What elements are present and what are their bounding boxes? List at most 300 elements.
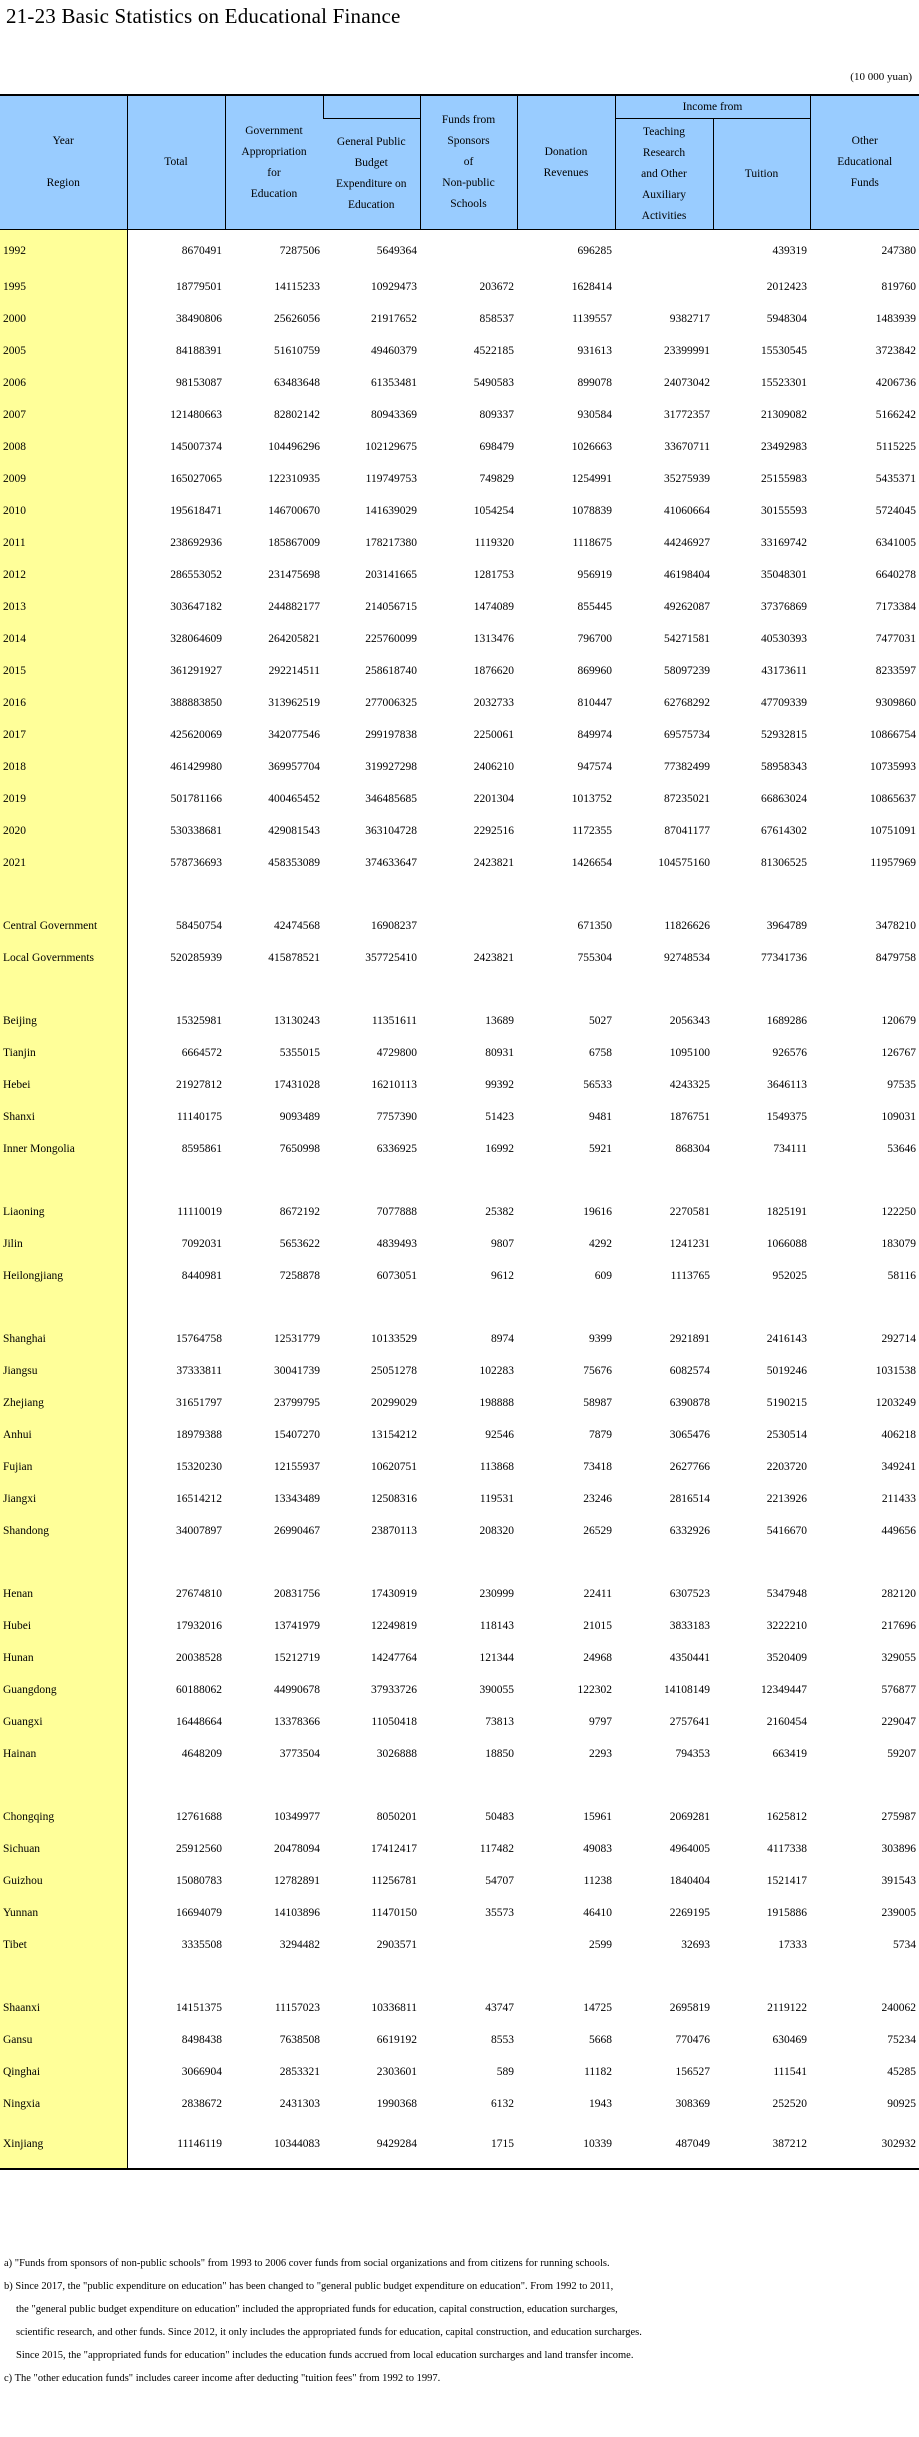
table-cell: 59207 <box>887 1748 916 1760</box>
table-cell: 11140175 <box>176 1111 222 1123</box>
table-cell: 63483648 <box>274 377 320 389</box>
table-cell: 3478210 <box>875 920 916 932</box>
table-cell: 8498438 <box>181 2034 222 2046</box>
row-label: Qinghai <box>0 2056 127 2088</box>
row-label: Shandong <box>0 1515 127 1547</box>
table-cell: 1625812 <box>766 1811 807 1823</box>
table-cell: 734111 <box>773 1143 807 1155</box>
table-cell: 425620069 <box>170 729 222 741</box>
table-cell: 2056343 <box>669 1015 710 1027</box>
table-cell: 12782891 <box>274 1875 320 1887</box>
row-label: 2015 <box>0 655 127 687</box>
table-cell: 17412417 <box>371 1843 417 1855</box>
table-row <box>0 783 919 815</box>
table-cell: 9807 <box>491 1238 514 1250</box>
table-cell: 6341005 <box>875 537 916 549</box>
table-cell: 956919 <box>577 569 612 581</box>
table-cell: 165027065 <box>170 473 222 485</box>
table-row <box>0 1451 919 1483</box>
table-cell: 203672 <box>479 281 514 293</box>
row-label: Shanxi <box>0 1101 127 1133</box>
table-cell: 5019246 <box>766 1365 807 1377</box>
row-label: Local Governments <box>0 942 127 974</box>
table-cell: 9612 <box>491 1270 514 1282</box>
table-row <box>0 399 919 431</box>
row-label: 2017 <box>0 719 127 751</box>
table-cell: 609 <box>594 1270 612 1282</box>
table-row <box>0 230 919 272</box>
header-gov-appropriation <box>225 95 323 230</box>
table-cell: 630469 <box>772 2034 807 2046</box>
table-cell: 11050418 <box>371 1716 417 1728</box>
table-cell: 10751091 <box>870 825 916 837</box>
table-cell: 122310935 <box>268 473 320 485</box>
table-cell: 6758 <box>589 1047 612 1059</box>
table-cell: 16448664 <box>176 1716 222 1728</box>
table-cell: 2270581 <box>669 1206 710 1218</box>
table-cell: 1689286 <box>766 1015 807 1027</box>
row-label: 2009 <box>0 463 127 495</box>
table-cell: 16514212 <box>176 1493 222 1505</box>
table-cell: 109031 <box>881 1111 916 1123</box>
table-cell: 240062 <box>881 2002 916 2014</box>
table-cell: 349241 <box>881 1461 916 1473</box>
table-cell: 217696 <box>881 1620 916 1632</box>
table-cell: 11110019 <box>177 1206 222 1218</box>
table-cell: 111541 <box>773 2066 807 2078</box>
row-label: Hebei <box>0 1069 127 1101</box>
table-cell: 461429980 <box>170 761 222 773</box>
table-cell: 275987 <box>881 1811 916 1823</box>
table-cell: 73418 <box>583 1461 612 1473</box>
table-cell: 25155983 <box>761 473 807 485</box>
table-cell: 899078 <box>577 377 612 389</box>
table-cell: 796700 <box>577 633 612 645</box>
header-line: Expenditure on <box>335 178 407 190</box>
table-cell: 12508316 <box>371 1493 417 1505</box>
table-cell: 15764758 <box>176 1333 222 1345</box>
header-gpb-expenditure <box>323 119 420 230</box>
table-row <box>0 1037 919 1069</box>
table-cell: 38490806 <box>176 313 222 325</box>
table-cell: 264205821 <box>268 633 320 645</box>
table-cell: 14247764 <box>371 1652 417 1664</box>
table-cell: 1013752 <box>571 793 612 805</box>
table-cell: 19616 <box>583 1206 612 1218</box>
table-cell: 13378366 <box>274 1716 320 1728</box>
table-cell: 24968 <box>583 1652 612 1664</box>
table-cell: 1943 <box>589 2098 612 2110</box>
table-cell: 9481 <box>589 1111 612 1123</box>
header-line: Auxiliary <box>641 188 687 201</box>
row-label: Tianjin <box>0 1037 127 1069</box>
table-cell: 11470150 <box>371 1907 417 1919</box>
table-cell: 122302 <box>577 1684 612 1696</box>
table-cell: 47709339 <box>761 697 807 709</box>
table-cell: 178217380 <box>365 537 417 549</box>
table-cell: 21917652 <box>371 313 417 325</box>
table-cell: 328064609 <box>170 633 222 645</box>
table-cell: 258618740 <box>365 665 417 677</box>
table-cell: 42474568 <box>274 920 320 932</box>
table-cell: 3066904 <box>181 2066 222 2078</box>
row-label: 2012 <box>0 559 127 591</box>
table-cell: 49262087 <box>664 601 710 613</box>
row-label: Beijing <box>0 1005 127 1037</box>
table-cell <box>420 910 517 942</box>
row-label: 2019 <box>0 783 127 815</box>
table-cell: 2816514 <box>669 1493 710 1505</box>
table-cell: 1628414 <box>571 281 612 293</box>
table-cell: 7638508 <box>279 2034 320 2046</box>
row-label: Hainan <box>0 1738 127 1770</box>
table-cell: 5435371 <box>875 473 916 485</box>
table-cell: 5355015 <box>279 1047 320 1059</box>
row-label: Gansu <box>0 2024 127 2056</box>
table-cell: 3833183 <box>669 1620 710 1632</box>
table-cell: 2203720 <box>766 1461 807 1473</box>
table-cell: 346485685 <box>365 793 417 805</box>
table-cell: 5190215 <box>766 1397 807 1409</box>
table-cell: 9399 <box>589 1333 612 1345</box>
table-cell: 15530545 <box>761 345 807 357</box>
table-row <box>0 335 919 367</box>
table-cell: 2269195 <box>669 1907 710 1919</box>
table-cell: 27674810 <box>176 1588 222 1600</box>
row-label: Ningxia <box>0 2088 127 2120</box>
footnote: b) Since 2017, the "public expenditure on education" has been changed to "general public budget expenditure on education". From 1992 to 2011, <box>4 2281 614 2292</box>
table-cell: 81306525 <box>761 857 807 869</box>
table-cell: 11826626 <box>664 920 710 932</box>
table-cell: 104496296 <box>268 441 320 453</box>
table-cell: 54707 <box>485 1875 514 1887</box>
table-cell: 1990368 <box>376 2098 417 2110</box>
table-cell: 286553052 <box>170 569 222 581</box>
table-cell: 1119320 <box>474 537 514 549</box>
table-cell: 9429284 <box>323 2120 420 2169</box>
table-cell: 104575160 <box>658 857 710 869</box>
table-cell: 15320230 <box>176 1461 222 1473</box>
table-cell: 849974 <box>577 729 612 741</box>
table-cell: 229047 <box>881 1716 916 1728</box>
table-cell: 5668 <box>589 2034 612 2046</box>
table-cell: 1113765 <box>670 1270 710 1282</box>
table-cell: 1474089 <box>473 601 514 613</box>
header-line: and Other <box>641 167 687 180</box>
table-cell: 247380 <box>881 244 916 257</box>
table-cell: 2119122 <box>767 2002 807 2014</box>
table-cell: 2032733 <box>473 697 514 709</box>
table-row <box>0 1610 919 1642</box>
table-cell: 6082574 <box>669 1365 710 1377</box>
table-cell: 1139557 <box>572 313 612 325</box>
table-row <box>0 1642 919 1674</box>
table-cell: 342077546 <box>268 729 320 741</box>
row-label: Chongqing <box>0 1801 127 1833</box>
table-cell: 302932 <box>810 2120 919 2169</box>
table-cell: 17430919 <box>371 1588 417 1600</box>
table-cell: 15407270 <box>274 1429 320 1441</box>
table-cell: 3964789 <box>766 920 807 932</box>
table-cell: 363104728 <box>365 825 417 837</box>
table-cell: 5653622 <box>279 1238 320 1250</box>
row-label: 2021 <box>0 847 127 879</box>
table-row <box>0 2120 919 2169</box>
table-row <box>0 655 919 687</box>
table-cell: 2213926 <box>766 1493 807 1505</box>
table-cell: 54271581 <box>664 633 710 645</box>
table-cell: 14151375 <box>176 2002 222 2014</box>
table-cell: 80943369 <box>371 409 417 421</box>
table-row <box>0 1738 919 1770</box>
table-cell: 8050201 <box>376 1811 417 1823</box>
table-cell: 15212719 <box>274 1652 320 1664</box>
table-row <box>0 495 919 527</box>
table-cell: 5921 <box>589 1143 612 1155</box>
table-cell: 282120 <box>881 1588 916 1600</box>
table-cell: 1172355 <box>572 825 612 837</box>
table-cell: 22411 <box>583 1588 612 1600</box>
table-cell: 87235021 <box>664 793 710 805</box>
table-cell: 1254991 <box>571 473 612 485</box>
table-cell: 238692936 <box>170 537 222 549</box>
table-cell: 1066088 <box>766 1238 807 1250</box>
row-label: Jiangsu <box>0 1355 127 1387</box>
table-cell: 23399991 <box>664 345 710 357</box>
table-cell: 391543 <box>881 1875 916 1887</box>
row-label: 2007 <box>0 399 127 431</box>
table-cell: 4243325 <box>669 1079 710 1091</box>
table-cell: 141639029 <box>365 505 417 517</box>
table-row <box>0 751 919 783</box>
table-cell: 429081543 <box>268 825 320 837</box>
table-cell: 10133529 <box>371 1333 417 1345</box>
header-line: Funds <box>850 177 879 189</box>
table-row <box>0 559 919 591</box>
table-cell: 487049 <box>615 2120 713 2169</box>
table-cell: 23246 <box>583 1493 612 1505</box>
table-row <box>0 1133 919 1165</box>
table-cell: 51610759 <box>274 345 320 357</box>
header-line: Sponsors <box>447 135 490 147</box>
table-cell: 5027 <box>589 1015 612 1027</box>
statistics-table <box>0 94 919 2170</box>
table-row <box>0 1260 919 1292</box>
table-cell: 5166242 <box>875 409 916 421</box>
header-line: Government <box>245 124 303 137</box>
table-row <box>0 271 919 303</box>
table-cell: 9382717 <box>669 313 710 325</box>
table-cell: 97535 <box>887 1079 916 1091</box>
table-cell: 10336811 <box>371 2002 417 2014</box>
table-cell: 292214511 <box>268 665 320 677</box>
table-row <box>0 1929 919 1961</box>
table-cell: 415878521 <box>268 952 320 964</box>
header-other-funds <box>810 95 919 230</box>
table-cell: 87041177 <box>664 825 710 837</box>
table-cell: 794353 <box>675 1748 710 1760</box>
table-cell: 357725410 <box>365 952 417 964</box>
table-cell: 121480663 <box>170 409 222 421</box>
header-line: Education <box>250 187 298 200</box>
header-line: Non-public <box>442 177 495 189</box>
table-cell: 1426654 <box>571 857 612 869</box>
table-cell: 7757390 <box>376 1111 417 1123</box>
table-row <box>0 463 919 495</box>
table-cell: 10735993 <box>870 761 916 773</box>
table-cell: 18979388 <box>176 1429 222 1441</box>
table-row <box>0 847 919 879</box>
header-year-region <box>0 95 127 230</box>
table-cell: 6640278 <box>875 569 916 581</box>
table-cell: 1031538 <box>875 1365 916 1377</box>
page-title: 21-23 Basic Statistics on Educational Finance <box>6 4 401 28</box>
row-label: Hubei <box>0 1610 127 1642</box>
table-cell: 44990678 <box>274 1684 320 1696</box>
table-cell: 7173384 <box>875 601 916 613</box>
table-cell: 1549375 <box>766 1111 807 1123</box>
row-label: 2010 <box>0 495 127 527</box>
table-cell: 8440981 <box>181 1270 222 1282</box>
spacer-row <box>0 974 919 1005</box>
row-label: 2000 <box>0 303 127 335</box>
table-cell: 1521417 <box>766 1875 807 1887</box>
table-cell: 77382499 <box>664 761 710 773</box>
table-cell: 13689 <box>485 1015 514 1027</box>
table-cell: 1078839 <box>571 505 612 517</box>
header-line: Income from <box>682 100 743 113</box>
header-line: Activities <box>641 209 687 222</box>
table-cell: 308369 <box>675 2098 710 2110</box>
table-row <box>0 1578 919 1610</box>
row-label: Liaoning <box>0 1196 127 1228</box>
table-row <box>0 623 919 655</box>
table-cell: 11182 <box>584 2066 612 2078</box>
table-cell: 6307523 <box>669 1588 710 1600</box>
header-line: Funds from <box>441 114 496 126</box>
table-cell: 2853321 <box>279 2066 320 2078</box>
table-cell: 3294482 <box>279 1939 320 1951</box>
table-cell: 755304 <box>577 952 612 964</box>
table-row <box>0 1865 919 1897</box>
table-cell: 16908237 <box>371 920 417 932</box>
table-cell: 4350441 <box>669 1652 710 1664</box>
table-row <box>0 1196 919 1228</box>
table-cell: 400465452 <box>268 793 320 805</box>
table-cell: 2627766 <box>669 1461 710 1473</box>
table-cell: 58097239 <box>664 665 710 677</box>
table-cell: 37933726 <box>371 1684 417 1696</box>
table-cell: 34007897 <box>176 1525 222 1537</box>
table-row <box>0 1515 919 1547</box>
table-cell: 3520409 <box>766 1652 807 1664</box>
table-cell: 1241231 <box>669 1238 710 1250</box>
table-cell: 58450754 <box>176 920 222 932</box>
spacer-row <box>0 1770 919 1801</box>
table-row <box>0 1897 919 1929</box>
row-label: 2018 <box>0 751 127 783</box>
table-cell: 3773504 <box>279 1748 320 1760</box>
table-cell: 25382 <box>485 1206 514 1218</box>
table-cell: 17431028 <box>274 1079 320 1091</box>
table-row <box>0 1228 919 1260</box>
table-cell: 576877 <box>881 1684 916 1696</box>
table-cell: 8479758 <box>875 952 916 964</box>
table-cell: 11256781 <box>371 1875 417 1887</box>
table-cell: 102129675 <box>365 441 417 453</box>
header-line: Appropriation <box>241 145 307 158</box>
table-cell: 10349977 <box>274 1811 320 1823</box>
table-header <box>0 95 919 230</box>
row-label: Guangxi <box>0 1706 127 1738</box>
table-row <box>0 719 919 751</box>
table-cell: 809337 <box>479 409 514 421</box>
header-income-sub <box>615 119 713 230</box>
table-row <box>0 687 919 719</box>
table-cell: 198888 <box>479 1397 514 1409</box>
table-cell: 3026888 <box>376 1748 417 1760</box>
table-cell: 25626056 <box>274 313 320 325</box>
table-cell: 4522185 <box>473 345 514 357</box>
table-cell: 35275939 <box>664 473 710 485</box>
table-cell: 458353089 <box>268 857 320 869</box>
table-cell: 13154212 <box>371 1429 417 1441</box>
table-cell: 58116 <box>887 1270 916 1282</box>
row-label: Shaanxi <box>0 1992 127 2024</box>
table-cell: 9093489 <box>279 1111 320 1123</box>
table-cell: 2838672 <box>181 2098 222 2110</box>
row-label: Central Government <box>0 910 127 942</box>
table-cell: 8974 <box>491 1333 514 1345</box>
header-income-teaching <box>615 95 810 119</box>
table-cell: 663419 <box>772 1748 807 1760</box>
table-cell: 5948304 <box>766 313 807 325</box>
unit-label: (10 000 yuan) <box>850 71 912 83</box>
table-cell: 18850 <box>485 1748 514 1760</box>
table-cell: 92546 <box>485 1429 514 1441</box>
table-cell: 21309082 <box>761 409 807 421</box>
table-cell: 387212 <box>713 2120 810 2169</box>
table-cell: 44246927 <box>664 537 710 549</box>
table-cell: 1281753 <box>473 569 514 581</box>
table-cell: 52932815 <box>761 729 807 741</box>
table-cell: 113868 <box>479 1461 514 1473</box>
table-cell: 2292516 <box>473 825 514 837</box>
table-cell: 926576 <box>772 1047 807 1059</box>
table-cell: 13343489 <box>274 1493 320 1505</box>
table-cell: 119531 <box>479 1493 514 1505</box>
table-cell: 855445 <box>577 601 612 613</box>
table-row <box>0 591 919 623</box>
table-cell: 406218 <box>881 1429 916 1441</box>
table-cell: 73813 <box>485 1716 514 1728</box>
table-row <box>0 1674 919 1706</box>
table-cell: 11238 <box>583 1875 612 1887</box>
table-cell: 16992 <box>485 1143 514 1155</box>
table-row <box>0 1483 919 1515</box>
table-cell: 5115225 <box>876 441 916 453</box>
table-cell: 126767 <box>881 1047 916 1059</box>
header-line: Teaching <box>643 125 685 138</box>
table-cell: 23870113 <box>371 1525 417 1537</box>
table-cell: 3646113 <box>767 1079 807 1091</box>
header-year: Year <box>52 135 74 147</box>
table-cell: 1840404 <box>669 1875 710 1887</box>
header-tuition: Tuition <box>713 119 810 230</box>
table-cell: 244882177 <box>268 601 320 613</box>
table-cell: 24073042 <box>664 377 710 389</box>
table-cell: 11957969 <box>870 857 916 869</box>
